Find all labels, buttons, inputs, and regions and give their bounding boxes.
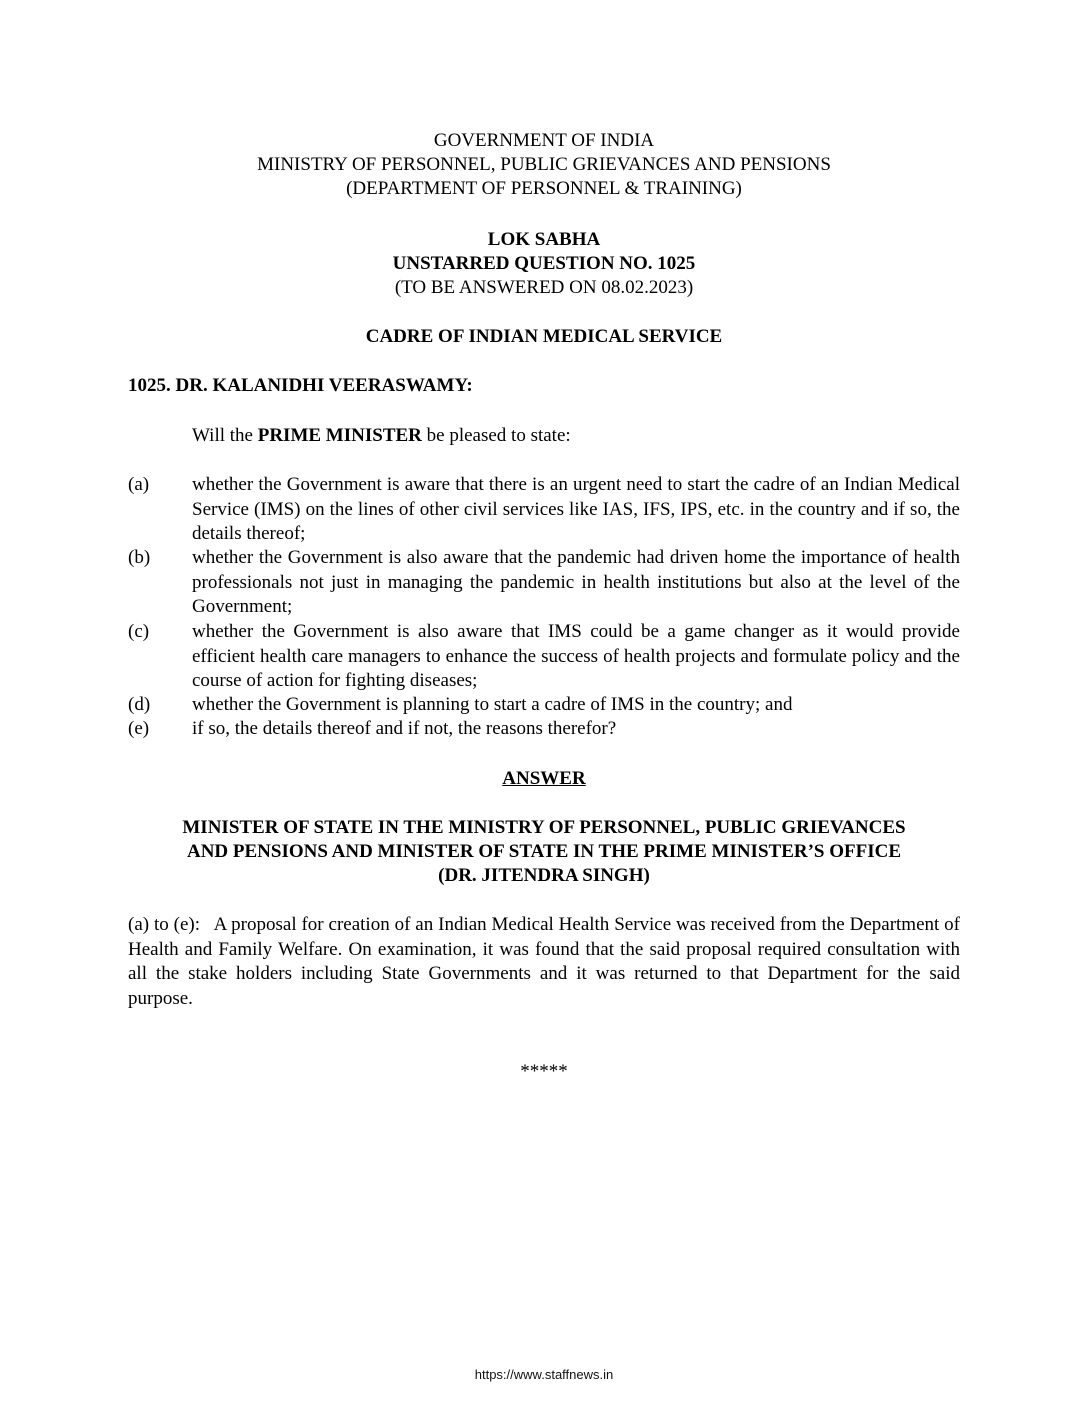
answer-date: (TO BE ANSWERED ON 08.02.2023) bbox=[394, 277, 694, 298]
question-text: whether the Government is planning to start a cadre of IMS in the country; and bbox=[192, 694, 793, 715]
answer-heading: ANSWER bbox=[502, 768, 586, 789]
house-heading: LOK SABHA bbox=[487, 229, 601, 250]
subject-title: CADRE OF INDIAN MEDICAL SERVICE bbox=[365, 326, 723, 347]
question-label: (a) bbox=[128, 474, 150, 495]
question-intro bbox=[192, 424, 571, 448]
answer-body bbox=[128, 913, 960, 1011]
question-number: UNSTARRED QUESTION NO. 1025 bbox=[392, 253, 696, 274]
intro-pre: Will the bbox=[192, 425, 258, 446]
department-heading: (DEPARTMENT OF PERSONNEL & TRAINING) bbox=[346, 178, 742, 199]
question-label: (e) bbox=[128, 718, 150, 739]
minister-line-2: AND PENSIONS AND MINISTER OF STATE IN THE PRIME MINISTER’S OFFICE bbox=[186, 841, 902, 862]
government-heading: GOVERNMENT OF INDIA bbox=[433, 130, 655, 151]
minister-name: (DR. JITENDRA SINGH) bbox=[438, 865, 650, 886]
answer-text: A proposal for creation of an Indian Medical Health Service was received from the Department of Health and Family Welfare. On examination, it was found that the said proposal required consultation with all the stake holders including State Governments and it was returned to that Department for the said purpose. bbox=[128, 914, 961, 1009]
answer-label: (a) to (e): bbox=[128, 914, 200, 935]
intro-post: be pleased to state: bbox=[421, 425, 571, 446]
question-label: (d) bbox=[128, 694, 151, 715]
question-text: if so, the details thereof and if not, the reasons therefor? bbox=[192, 718, 617, 739]
question-text: whether the Government is also aware that IMS could be a game changer as it would provide efficient health care managers to enhance the success of health projects and formulate policy and the course of action for fighting diseases; bbox=[192, 621, 960, 691]
intro-addressee: PRIME MINISTER bbox=[257, 425, 422, 446]
question-text: whether the Government is aware that there is an urgent need to start the cadre of an Indian Medical Service (IMS) on the lines of other civil services like IAS, IFS, IPS, etc. in the country and if so, the details thereof; bbox=[192, 474, 960, 544]
question-text: whether the Government is also aware that the pandemic had driven home the importance of health professionals not just in managing the pandemic in health institutions but also at the level of the Government; bbox=[192, 547, 960, 617]
minister-line-1: MINISTER OF STATE IN THE MINISTRY OF PERSONNEL, PUBLIC GRIEVANCES bbox=[182, 817, 906, 838]
question-label: (b) bbox=[128, 547, 151, 568]
ministry-heading: MINISTRY OF PERSONNEL, PUBLIC GRIEVANCES AND PENSIONS bbox=[257, 154, 831, 175]
member-name: 1025. DR. KALANIDHI VEERASWAMY: bbox=[128, 375, 473, 396]
footer-url[interactable]: https://www.staffnews.in bbox=[474, 1367, 614, 1382]
question-label: (c) bbox=[128, 621, 150, 642]
end-marker: ***** bbox=[520, 1061, 568, 1082]
